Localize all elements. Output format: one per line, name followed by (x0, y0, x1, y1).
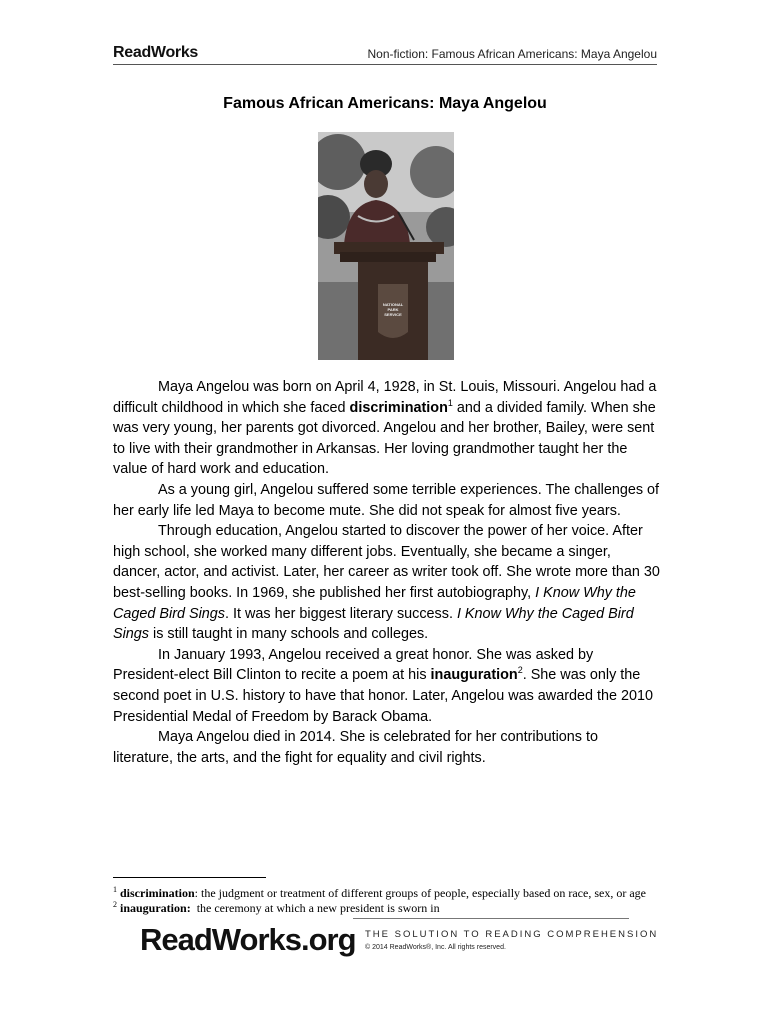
footnote-number: 2 (113, 900, 117, 909)
paragraph (113, 645, 661, 727)
footnote-term: inauguration (120, 901, 187, 915)
copyright-notice: © 2014 ReadWorks®, Inc. All rights reserved. (365, 944, 506, 951)
footnote-separator: : (194, 886, 199, 900)
text-run: and a divided family. When she was very young, her parents got divorced. Angelou and her brother, Bailey, were sent to live with their grandmother in Arkansas. Her loving grandmother taught her the value of hard work and education. (113, 399, 656, 478)
podium-sign (378, 302, 408, 317)
photo-of-speaker-at-podium (318, 132, 454, 360)
podium-sign-line: PARK (387, 307, 399, 312)
paragraph: As a young girl, Angelou suffered some terrible experiences. The challenges of her early life led Maya to become mute. She did not speak for almost five years. (113, 481, 660, 519)
footnote-ref: 1 (447, 397, 453, 408)
text-run: is still taught in many schools and colleges. (149, 626, 429, 643)
footnote-number: 1 (113, 885, 117, 894)
paragraph: Maya Angelou died in 2014. She is celebrated for her contributions to literature, the arts, and the fight for equality and civil rights. (113, 729, 598, 766)
vocabulary-term: inauguration (430, 667, 518, 684)
footnote-definition: the judgment or treatment of different groups of people, especially based on race, sex, or age (198, 886, 646, 900)
podium-sign-line: NATIONAL (382, 302, 404, 307)
book-title: I Know Why the Caged Bird Sings (113, 584, 636, 622)
page-title: Famous African Americans: Maya Angelou (223, 95, 547, 112)
footnote-definition: the ceremony at which a new president is sworn in (190, 901, 440, 915)
footnote (113, 901, 673, 916)
footnote-separator: : (186, 901, 191, 915)
footnote-term: discrimination (120, 886, 195, 900)
vocabulary-term: discrimination (349, 399, 448, 416)
podium-sign-line: SERVICE (384, 312, 402, 317)
running-header: Non-fiction: Famous African Americans: Maya Angelou (367, 47, 657, 61)
book-title: I Know Why the Caged Bird Sings (113, 605, 634, 643)
footer-tagline: THE SOLUTION TO READING COMPREHENSION (365, 929, 659, 940)
footnote-ref: 2 (517, 665, 523, 676)
text-run: Through education, Angelou started to discover the power of her voice. After high school, she worked many different jobs. Eventually, she became a singer, dancer, actor, and activist. Later, her career as writer took off. She wrote more than 30 best-selling books. In 1969, she published her first autobiography, (113, 523, 660, 601)
text-run: . It was her biggest literary success. (225, 605, 457, 622)
text-run: Maya Angelou was born on April 4, 1928, in St. Louis, Missouri. Angelou had a difficult childhood in which she faced (113, 379, 657, 416)
header-divider (113, 64, 657, 65)
readworks-logo: ReadWorks (113, 44, 199, 61)
footer-divider (353, 918, 629, 919)
footnotes (113, 886, 673, 916)
paragraph (113, 377, 661, 480)
footnote-divider (113, 877, 266, 878)
photo-illustration (318, 132, 454, 360)
paragraph (113, 521, 661, 645)
footnote (113, 886, 673, 901)
text-run: . She was only the second poet in U.S. history to have that honor. Later, Angelou was awarded the 2010 Presidential Medal of Freedom by Barack Obama. (113, 667, 654, 725)
readworks-org-logo: ReadWorks.org (140, 922, 356, 957)
article-body (113, 377, 661, 768)
text-run: In January 1993, Angelou received a great honor. She was asked by President-elect Bill Clinton to recite a poem at his (113, 646, 594, 684)
